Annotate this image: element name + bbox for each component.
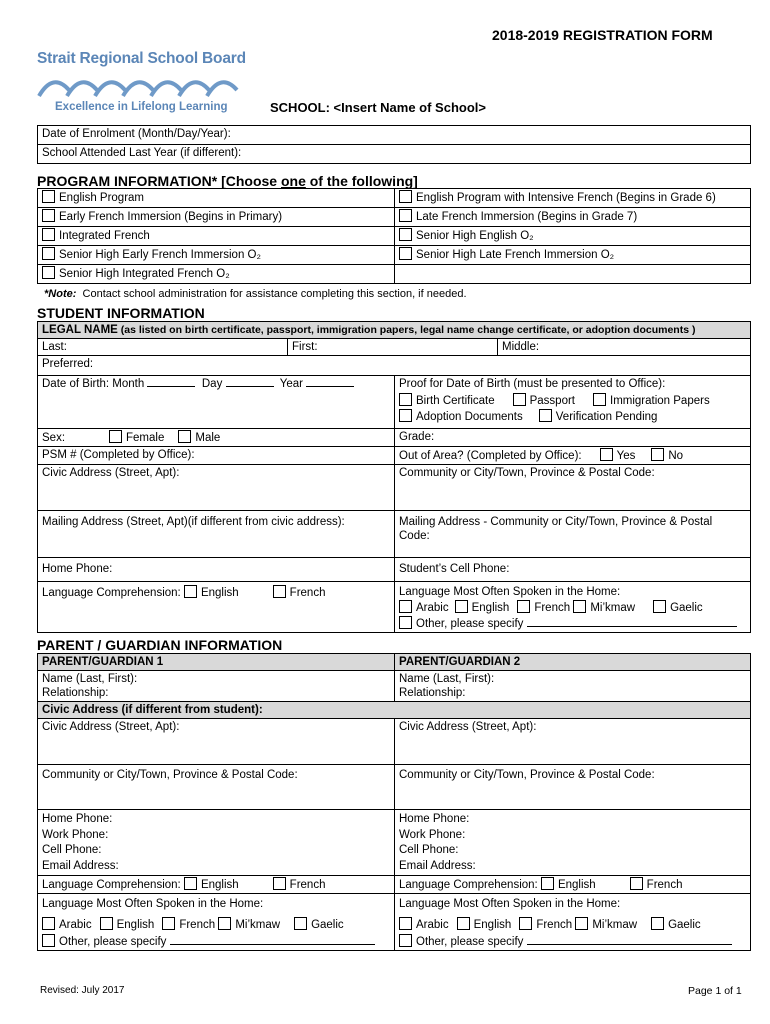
checkbox[interactable]	[42, 228, 55, 241]
checkbox[interactable]	[399, 190, 412, 203]
program-option[interactable]: Senior High Late French Immersion O₂	[395, 246, 751, 265]
checkbox[interactable]	[399, 409, 412, 422]
program-option[interactable]: Senior High Integrated French O₂	[38, 265, 395, 284]
form-title: 2018-2019 REGISTRATION FORM	[492, 27, 713, 43]
checkbox[interactable]	[630, 877, 643, 890]
checkbox[interactable]	[42, 190, 55, 203]
checkbox[interactable]	[399, 600, 412, 613]
guardian-1-name[interactable]: Name (Last, First): Relationship:	[38, 671, 395, 702]
student-table	[37, 321, 751, 376]
community-field[interactable]: Community or City/Town, Province & Postal Code:	[395, 465, 751, 511]
home-phone-field[interactable]: Home Phone:	[38, 558, 395, 582]
checkbox[interactable]	[399, 247, 412, 260]
dob-field[interactable]: Date of Birth: Month Day Year	[38, 376, 395, 429]
checkbox[interactable]	[539, 409, 552, 422]
guardian-1-home-language: Language Most Often Spoken in the Home: Arabic English French Mi’kmaw Gaelic Other, please specify	[38, 894, 395, 951]
checkbox[interactable]	[517, 600, 530, 613]
checkbox[interactable]	[519, 917, 532, 930]
program-option[interactable]: Integrated French	[38, 227, 395, 246]
language-home-field: Language Most Often Spoken in the Home: Arabic English French Mi’kmaw Gaelic Other, please specify	[395, 582, 751, 633]
legal-name-header: LEGAL NAME (as listed on birth certificate, passport, immigration papers, legal name change certificate, or adoption documents )	[38, 322, 751, 339]
sex-field: Sex: Female Male	[38, 429, 395, 447]
checkbox[interactable]	[294, 917, 307, 930]
school-name-field[interactable]: SCHOOL: <Insert Name of School>	[270, 100, 486, 115]
guardian-1-community[interactable]: Community or City/Town, Province & Postal Code:	[38, 765, 395, 810]
school-board-logo	[37, 50, 252, 118]
last-name-field[interactable]: Last:	[38, 339, 288, 356]
student-details-table	[37, 375, 751, 633]
checkbox[interactable]	[651, 917, 664, 930]
preferred-name-field[interactable]: Preferred:	[38, 356, 751, 376]
checkbox[interactable]	[184, 877, 197, 890]
checkbox[interactable]	[573, 600, 586, 613]
civic-address-field[interactable]: Civic Address (Street, Apt):	[38, 465, 395, 511]
student-title: STUDENT INFORMATION	[37, 305, 205, 321]
psm-field[interactable]: PSM # (Completed by Office):	[38, 447, 395, 465]
checkbox[interactable]	[42, 934, 55, 947]
program-option[interactable]: Late French Immersion (Begins in Grade 7)	[395, 208, 751, 227]
checkbox[interactable]	[399, 209, 412, 222]
program-empty-cell	[395, 265, 751, 284]
wave-logo-icon	[37, 70, 249, 100]
checkbox[interactable]	[273, 585, 286, 598]
program-option[interactable]: English Program with Intensive French (Begins in Grade 6)	[395, 189, 751, 208]
civic-address-header: Civic Address (if different from student):	[38, 702, 751, 719]
org-name: Strait Regional School Board	[37, 50, 246, 67]
checkbox[interactable]	[399, 934, 412, 947]
checkbox[interactable]	[42, 917, 55, 930]
mailing-address-field[interactable]: Mailing Address (Street, Apt)(if different from civic address):	[38, 511, 395, 558]
checkbox[interactable]	[575, 917, 588, 930]
checkbox[interactable]	[42, 266, 55, 279]
revised-date: Revised: July 2017	[40, 985, 125, 996]
checkbox[interactable]	[513, 393, 526, 406]
guardian-2-header: PARENT/GUARDIAN 2	[395, 654, 751, 671]
guardian-1-phones[interactable]: Home Phone: Work Phone: Cell Phone: Email Address:	[38, 810, 395, 876]
dob-proof-field: Proof for Date of Birth (must be presented to Office): Birth Certificate Passport Immigration Papers Adoption Documents Verification Pending	[395, 376, 751, 429]
language-comprehension-field: Language Comprehension: English French	[38, 582, 395, 633]
program-option[interactable]: English Program	[38, 189, 395, 208]
program-note: *Note: Contact school administration for assistance completing this section, if needed.	[44, 288, 467, 300]
guardian-2-civic[interactable]: Civic Address (Street, Apt):	[395, 719, 751, 765]
parent-title: PARENT / GUARDIAN INFORMATION	[37, 637, 283, 653]
checkbox[interactable]	[653, 600, 666, 613]
guardian-1-header: PARENT/GUARDIAN 1	[38, 654, 395, 671]
guardian-1-civic[interactable]: Civic Address (Street, Apt):	[38, 719, 395, 765]
guardian-2-phones[interactable]: Home Phone: Work Phone: Cell Phone: Email Address:	[395, 810, 751, 876]
guardian-2-home-language: Language Most Often Spoken in the Home: Arabic English French Mi’kmaw Gaelic Other, please specify	[395, 894, 751, 951]
checkbox[interactable]	[399, 393, 412, 406]
guardian-2-language: Language Comprehension: English French	[395, 876, 751, 894]
checkbox[interactable]	[42, 247, 55, 260]
parent-table	[37, 653, 751, 951]
program-title: PROGRAM INFORMATION* [Choose one of the following]	[37, 173, 418, 189]
out-of-area-field: Out of Area? (Completed by Office): Yes No	[395, 447, 751, 465]
guardian-1-language: Language Comprehension: English French	[38, 876, 395, 894]
cell-phone-field[interactable]: Student’s Cell Phone:	[395, 558, 751, 582]
checkbox[interactable]	[109, 430, 122, 443]
checkbox[interactable]	[162, 917, 175, 930]
checkbox[interactable]	[455, 600, 468, 613]
checkbox[interactable]	[399, 616, 412, 629]
page-number: Page 1 of 1	[688, 985, 742, 997]
middle-name-field[interactable]: Middle:	[498, 339, 751, 356]
checkbox[interactable]	[218, 917, 231, 930]
grade-field[interactable]: Grade:	[395, 429, 751, 447]
checkbox[interactable]	[541, 877, 554, 890]
mailing-community-field[interactable]: Mailing Address - Community or City/Town, Province & Postal Code:	[395, 511, 751, 558]
last-school-field[interactable]: School Attended Last Year (if different):	[38, 145, 751, 164]
checkbox[interactable]	[273, 877, 286, 890]
checkbox[interactable]	[651, 448, 664, 461]
checkbox[interactable]	[184, 585, 197, 598]
checkbox[interactable]	[399, 917, 412, 930]
program-option[interactable]: Senior High English O₂	[395, 227, 751, 246]
enrolment-table	[37, 125, 751, 164]
enrolment-date-field[interactable]: Date of Enrolment (Month/Day/Year):	[38, 126, 751, 145]
tagline: Excellence in Lifelong Learning	[55, 101, 228, 113]
checkbox[interactable]	[399, 228, 412, 241]
checkbox[interactable]	[100, 917, 113, 930]
program-table	[37, 188, 751, 284]
first-name-field[interactable]: First:	[288, 339, 498, 356]
program-option[interactable]: Senior High Early French Immersion O₂	[38, 246, 395, 265]
checkbox[interactable]	[42, 209, 55, 222]
checkbox[interactable]	[457, 917, 470, 930]
checkbox[interactable]	[178, 430, 191, 443]
guardian-2-name[interactable]: Name (Last, First): Relationship:	[395, 671, 751, 702]
guardian-2-community[interactable]: Community or City/Town, Province & Postal Code:	[395, 765, 751, 810]
program-option[interactable]: Early French Immersion (Begins in Primary)	[38, 208, 395, 227]
checkbox[interactable]	[593, 393, 606, 406]
checkbox[interactable]	[600, 448, 613, 461]
